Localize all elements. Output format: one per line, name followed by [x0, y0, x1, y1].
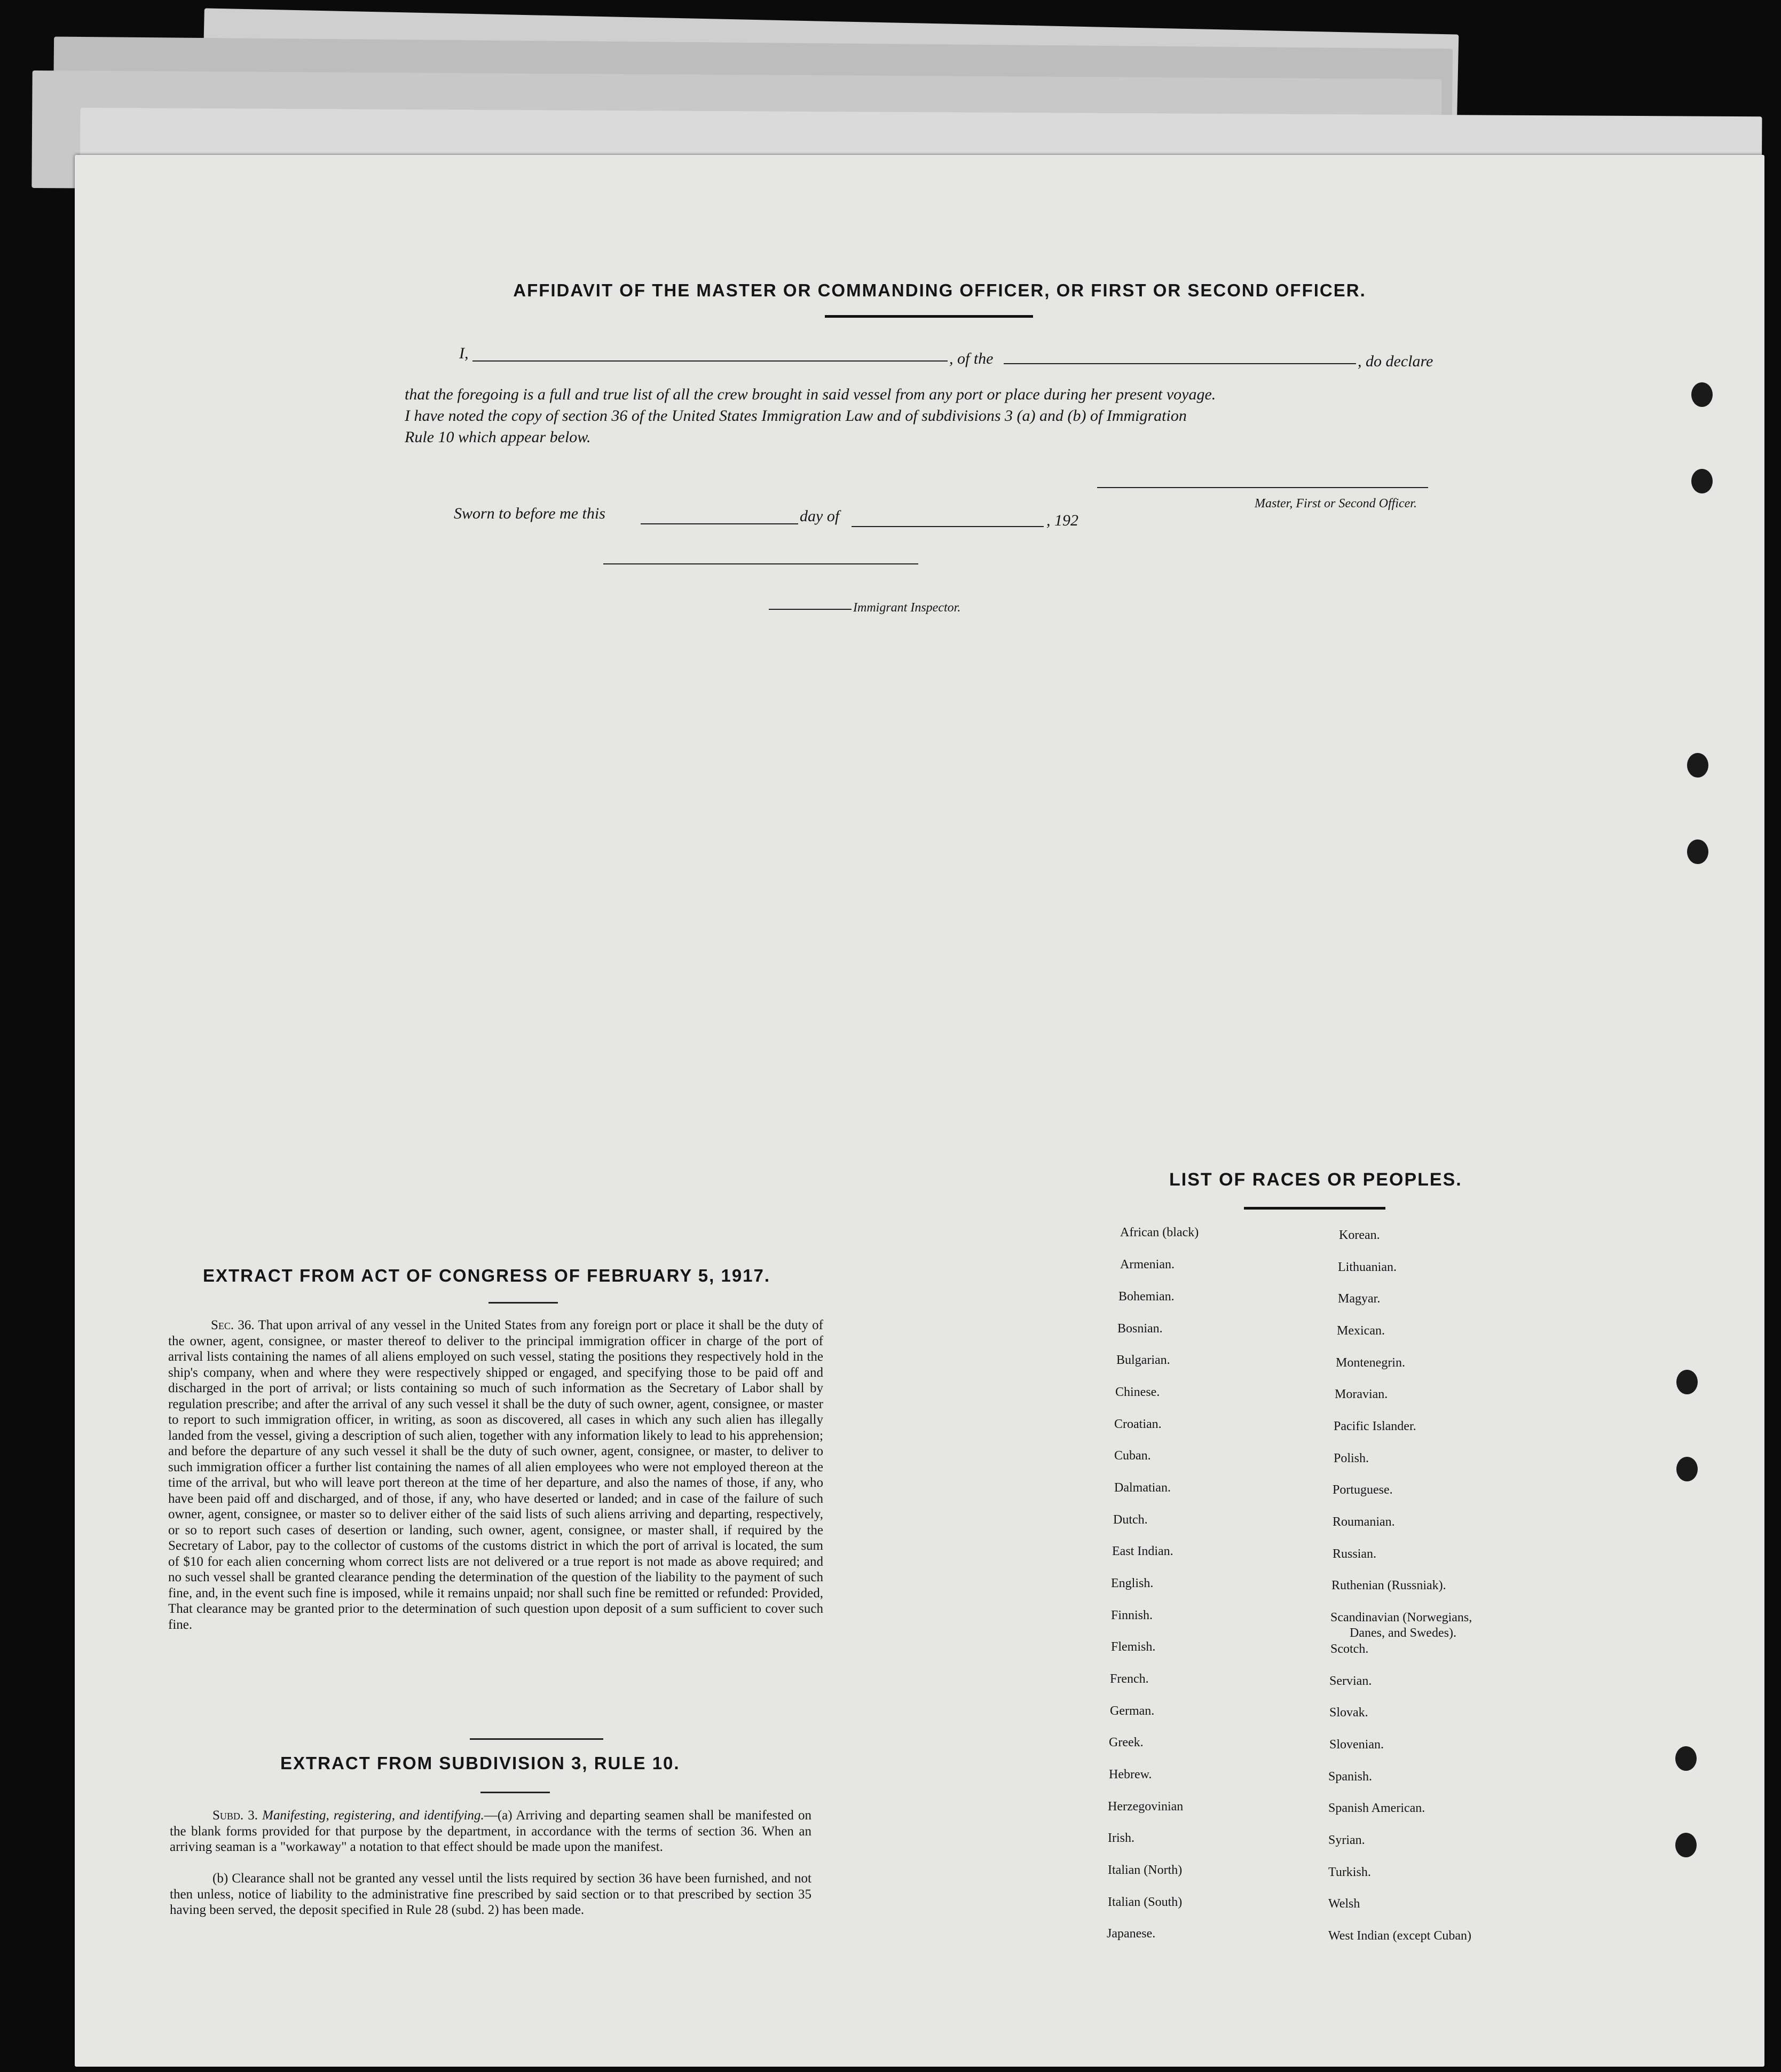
inspector-label: Immigrant Inspector.	[853, 601, 961, 615]
race-item: Korean.	[1339, 1228, 1380, 1242]
declarant-name-field[interactable]	[472, 360, 948, 362]
affidavit-line-3: I have noted the copy of section 36 of the United States Immigration Law and of subdivisions 3 (a) and (b) of Immigration	[405, 407, 1187, 425]
race-item: Slovenian.	[1329, 1738, 1384, 1752]
race-item: Italian (North)	[1108, 1863, 1183, 1877]
race-item: Croatian.	[1114, 1417, 1162, 1431]
race-item: Moravian.	[1335, 1387, 1388, 1401]
race-item: East Indian.	[1112, 1544, 1173, 1558]
race-item: Mexican.	[1337, 1324, 1385, 1338]
subd-label: Subd. 3.	[212, 1808, 258, 1823]
race-item: West Indian (except Cuban)	[1328, 1929, 1471, 1943]
race-item: Flemish.	[1111, 1640, 1156, 1654]
act-extract-title: EXTRACT FROM ACT OF CONGRESS OF FEBRUARY 5, 1917.	[203, 1266, 771, 1285]
race-item: Servian.	[1329, 1674, 1372, 1688]
punch-hole	[1675, 1833, 1697, 1857]
declarant-prefix: I,	[459, 344, 469, 362]
sworn-day-of: day of	[800, 507, 840, 525]
race-item: Polish.	[1334, 1451, 1369, 1465]
races-title-underline	[1244, 1207, 1385, 1210]
race-item: Bosnian.	[1117, 1322, 1163, 1336]
race-item: Montenegrin.	[1336, 1356, 1405, 1370]
race-item: Syrian.	[1328, 1833, 1365, 1847]
race-item: Cuban.	[1114, 1449, 1151, 1463]
race-item: Welsh	[1328, 1897, 1360, 1911]
affidavit-title: AFFIDAVIT OF THE MASTER OR COMMANDING OFFICER, OR FIRST OR SECOND OFFICER.	[513, 280, 1366, 300]
race-item: Irish.	[1108, 1831, 1134, 1845]
sworn-prefix: Sworn to before me this	[454, 505, 605, 522]
race-item: Dutch.	[1113, 1513, 1148, 1527]
affidavit-declarant-line	[459, 344, 469, 363]
race-item: French.	[1110, 1672, 1149, 1686]
punch-hole	[1687, 753, 1708, 778]
race-item: Chinese.	[1115, 1385, 1160, 1399]
race-item: Pacific Islander.	[1334, 1419, 1416, 1433]
subdivision-3a-text	[170, 1808, 811, 1855]
race-item: Lithuanian.	[1338, 1260, 1397, 1274]
rule-title-rule	[480, 1792, 550, 1793]
subd-b-body: (b) Clearance shall not be granted any vessel until the lists required by section 36 have been furnished, and not then unless, notice of liability to the administrative fine prescribed by said section or to that prescribed by section 35 having been served, the deposit specified in Rule 28 (subd. 2) has been made.	[170, 1871, 811, 1917]
punch-hole	[1676, 1370, 1698, 1394]
race-item: Magyar.	[1338, 1292, 1381, 1306]
races-list-title: LIST OF RACES OR PEOPLES.	[1169, 1170, 1462, 1190]
title-underline	[825, 315, 1033, 318]
race-item: German.	[1110, 1704, 1155, 1718]
section-divider	[470, 1738, 603, 1740]
vessel-name-field[interactable]	[1004, 363, 1356, 364]
race-item: Bohemian.	[1118, 1290, 1175, 1304]
race-item: Turkish.	[1328, 1865, 1371, 1879]
race-item: Armenian.	[1120, 1258, 1175, 1272]
document-page	[75, 155, 1764, 2067]
section-36-text	[168, 1317, 823, 1633]
race-item: Spanish American.	[1328, 1801, 1425, 1815]
race-item: Bulgarian.	[1116, 1353, 1170, 1367]
race-item: Herzegovinian	[1108, 1800, 1184, 1814]
act-title-rule	[488, 1302, 558, 1304]
race-item: Japanese.	[1107, 1927, 1156, 1941]
race-item: Slovak.	[1329, 1706, 1368, 1720]
race-item: Italian (South)	[1108, 1895, 1183, 1909]
master-signature-label: Master, First or Second Officer.	[1255, 497, 1417, 511]
section-label: Sec. 36.	[211, 1318, 255, 1332]
declare-suffix: , do declare	[1358, 352, 1433, 370]
punch-hole	[1691, 469, 1713, 493]
punch-hole	[1676, 1457, 1698, 1481]
race-item: Roumanian.	[1333, 1515, 1395, 1529]
punch-hole	[1691, 382, 1713, 407]
subd-heading: Manifesting, registering, and identifying.	[262, 1808, 484, 1823]
race-item: Dalmatian.	[1114, 1481, 1171, 1495]
sworn-year: , 192	[1046, 512, 1078, 529]
race-item: Russian.	[1333, 1547, 1377, 1561]
inspector-signature-field[interactable]	[603, 563, 918, 564]
master-signature-field[interactable]	[1097, 487, 1428, 488]
punch-hole	[1687, 839, 1708, 864]
subd-a-body: —(a) Arriving and departing seamen shall be manifested on the blank forms provided for that purpose by the department, in accordance with the terms of section 36. When an arriving seaman is a "workaway" a notation to that effect should be made upon the manifest.	[170, 1808, 811, 1854]
section-body: That upon arrival of any vessel in the United States from any foreign port or place it shall be the duty of the owner, agent, consignee, or master thereof to deliver to the principal immigration officer in charge of the port of arrival lists containing the names of all aliens employed on such vessel, stating the positions they respectively hold in the ship's company, when and where they were respectively shipped or engaged, and specifying those to be paid off and discharged in the port of arrival; or lists containing so much of such information as the Secretary of Labor shall by regulation prescribe; and after the arrival of any such vessel it shall be the duty of such owner, agent, consignee, or master to report to such immigration officer, in writing, as soon as discovered, all cases in which any such alien has illegally landed from the vessel, giving a description of such alien, together with any information likely to lead to his apprehension; and before the departure of any such vessel it shall be the duty of such owner, agent, consignee, or master, to deliver to such immigration officer a further list containing the names of all alien employees who were not employed thereon at the time of the arrival, but who will leave port thereon at the time of her departure, and also the names of those, if any, who have been paid off and discharged, and of those, if any, who have deserted or landed; and in case of the failure of such owner, agent, consignee, or master so to deliver either of the said lists of such aliens arriving and departing, respectively, or so to report such cases of desertion or landing, such owner, agent, consignee, or master shall, if required by the Secretary of Labor, pay to the collector of customs of the customs district in which the port of arrival is located, the sum of $10 for each alien concerning whom correct lists are not delivered or a true report is not made as above required; and no such vessel shall be granted clearance pending the determination of the question of the liability to the payment of such fine, and, in the event such fine is imposed, while it remains unpaid; nor shall such fine be remitted or refunded: Provided, That clearance may be granted prior to the determination of such question upon deposit of a sum sufficient to cover such fine.	[168, 1318, 823, 1632]
race-item: Scandinavian (Norwegians,	[1330, 1611, 1472, 1624]
affidavit-line-2: that the foregoing is a full and true list of all the crew brought in said vessel from any port or place during her present voyage.	[405, 386, 1216, 403]
race-item: Danes, and Swedes).	[1350, 1626, 1456, 1640]
vessel-prefix: , of the	[949, 350, 994, 367]
race-item: Finnish.	[1111, 1608, 1153, 1622]
affidavit-line-4: Rule 10 which appear below.	[405, 428, 591, 446]
sworn-day-field[interactable]	[641, 523, 798, 524]
race-item: Scotch.	[1330, 1642, 1369, 1656]
subdivision-3b-text	[170, 1871, 811, 1918]
race-item: Hebrew.	[1109, 1768, 1152, 1781]
rule-extract-title: EXTRACT FROM SUBDIVISION 3, RULE 10.	[280, 1753, 680, 1773]
race-item: Ruthenian (Russniak).	[1331, 1579, 1446, 1592]
race-item: Spanish.	[1328, 1770, 1373, 1784]
race-item: Greek.	[1109, 1736, 1144, 1749]
inspector-label-rule	[769, 609, 852, 610]
race-item: Portuguese.	[1333, 1483, 1393, 1497]
punch-hole	[1675, 1746, 1697, 1771]
race-item: African (black)	[1120, 1226, 1199, 1239]
sworn-month-field[interactable]	[852, 526, 1044, 527]
race-item: English.	[1111, 1576, 1154, 1590]
